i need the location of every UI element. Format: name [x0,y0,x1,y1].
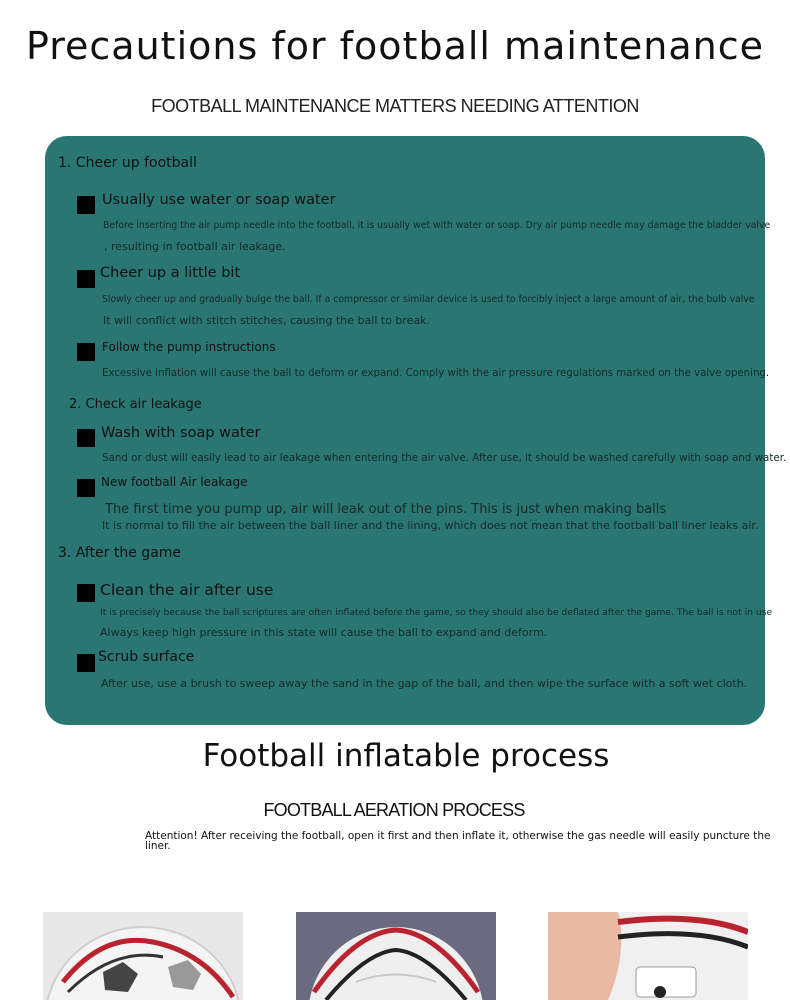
item-description: , resulting in football air leakage. [104,240,286,253]
item-title: Wash with soap water [101,425,261,441]
item-title: Scrub surface [98,649,195,665]
item-description: The first time you pump up, air will leak out of the pins. This is just when making balls [105,502,667,517]
item-title: Clean the air after use [100,581,274,599]
bullet-square-icon [77,196,95,214]
item-description: It will conflict with stitch stitches, causing the ball to break. [103,314,431,327]
item-description: Always keep high pressure in this state will cause the ball to expand and deform. [100,626,548,639]
bullet-square-icon [77,479,95,497]
section-heading: 1. Cheer up football [58,155,197,171]
section-heading: 2. Check air leakage [69,397,202,412]
item-title: Follow the pump instructions [102,340,276,354]
item-description: Slowly cheer up and gradually bulge the ball. If a compressor or similar device is used to forcibly inject a large amount of air, the bulb valve [102,294,755,305]
item-description: Excessive inflation will cause the ball to deform or expand. Comply with the air pressure regulations marked on the valve opening. [102,368,770,379]
item-title: Cheer up a little bit [100,265,241,281]
football-photo-1 [43,912,243,1000]
item-description: It is precisely because the ball scriptures are often inflated before the game, so they should also be deflated after the game. The ball is not in use [100,607,773,618]
item-title: New football Air leakage [101,475,248,489]
bullet-square-icon [77,584,95,602]
football-photo-3 [548,912,748,1000]
process-subtitle: FOOTBALL AERATION PROCESS [263,800,525,820]
section-heading: 3. After the game [58,545,182,561]
bullet-square-icon [77,429,95,447]
attention-note: Attention! After receiving the football, open it first and then inflate it, otherwise the gas needle will easily puncture the liner. [145,830,771,852]
bullet-square-icon [77,654,95,672]
page-title: Precautions for football maintenance [26,24,764,68]
item-title: Usually use water or soap water [102,192,336,208]
page-subtitle: FOOTBALL MAINTENANCE MATTERS NEEDING ATTENTION [151,96,639,116]
item-description: Before inserting the air pump needle into the football, it is usually wet with water or soap. Dry air pump needle may damage the bladder valve [103,220,771,231]
item-description: After use, use a brush to sweep away the sand in the gap of the ball, and then wipe the surface with a soft wet cloth. [101,677,748,690]
item-description: Sand or dust will easily lead to air leakage when entering the air valve. After use, it should be washed carefully with soap and water. [102,452,787,464]
item-description: It is normal to fill the air between the ball liner and the lining, which does not mean that the football ball liner leaks air. [102,519,759,532]
football-photo-2 [296,912,496,1000]
process-title: Football inflatable process [202,738,610,774]
bullet-square-icon [77,343,95,361]
bullet-square-icon [77,270,95,288]
